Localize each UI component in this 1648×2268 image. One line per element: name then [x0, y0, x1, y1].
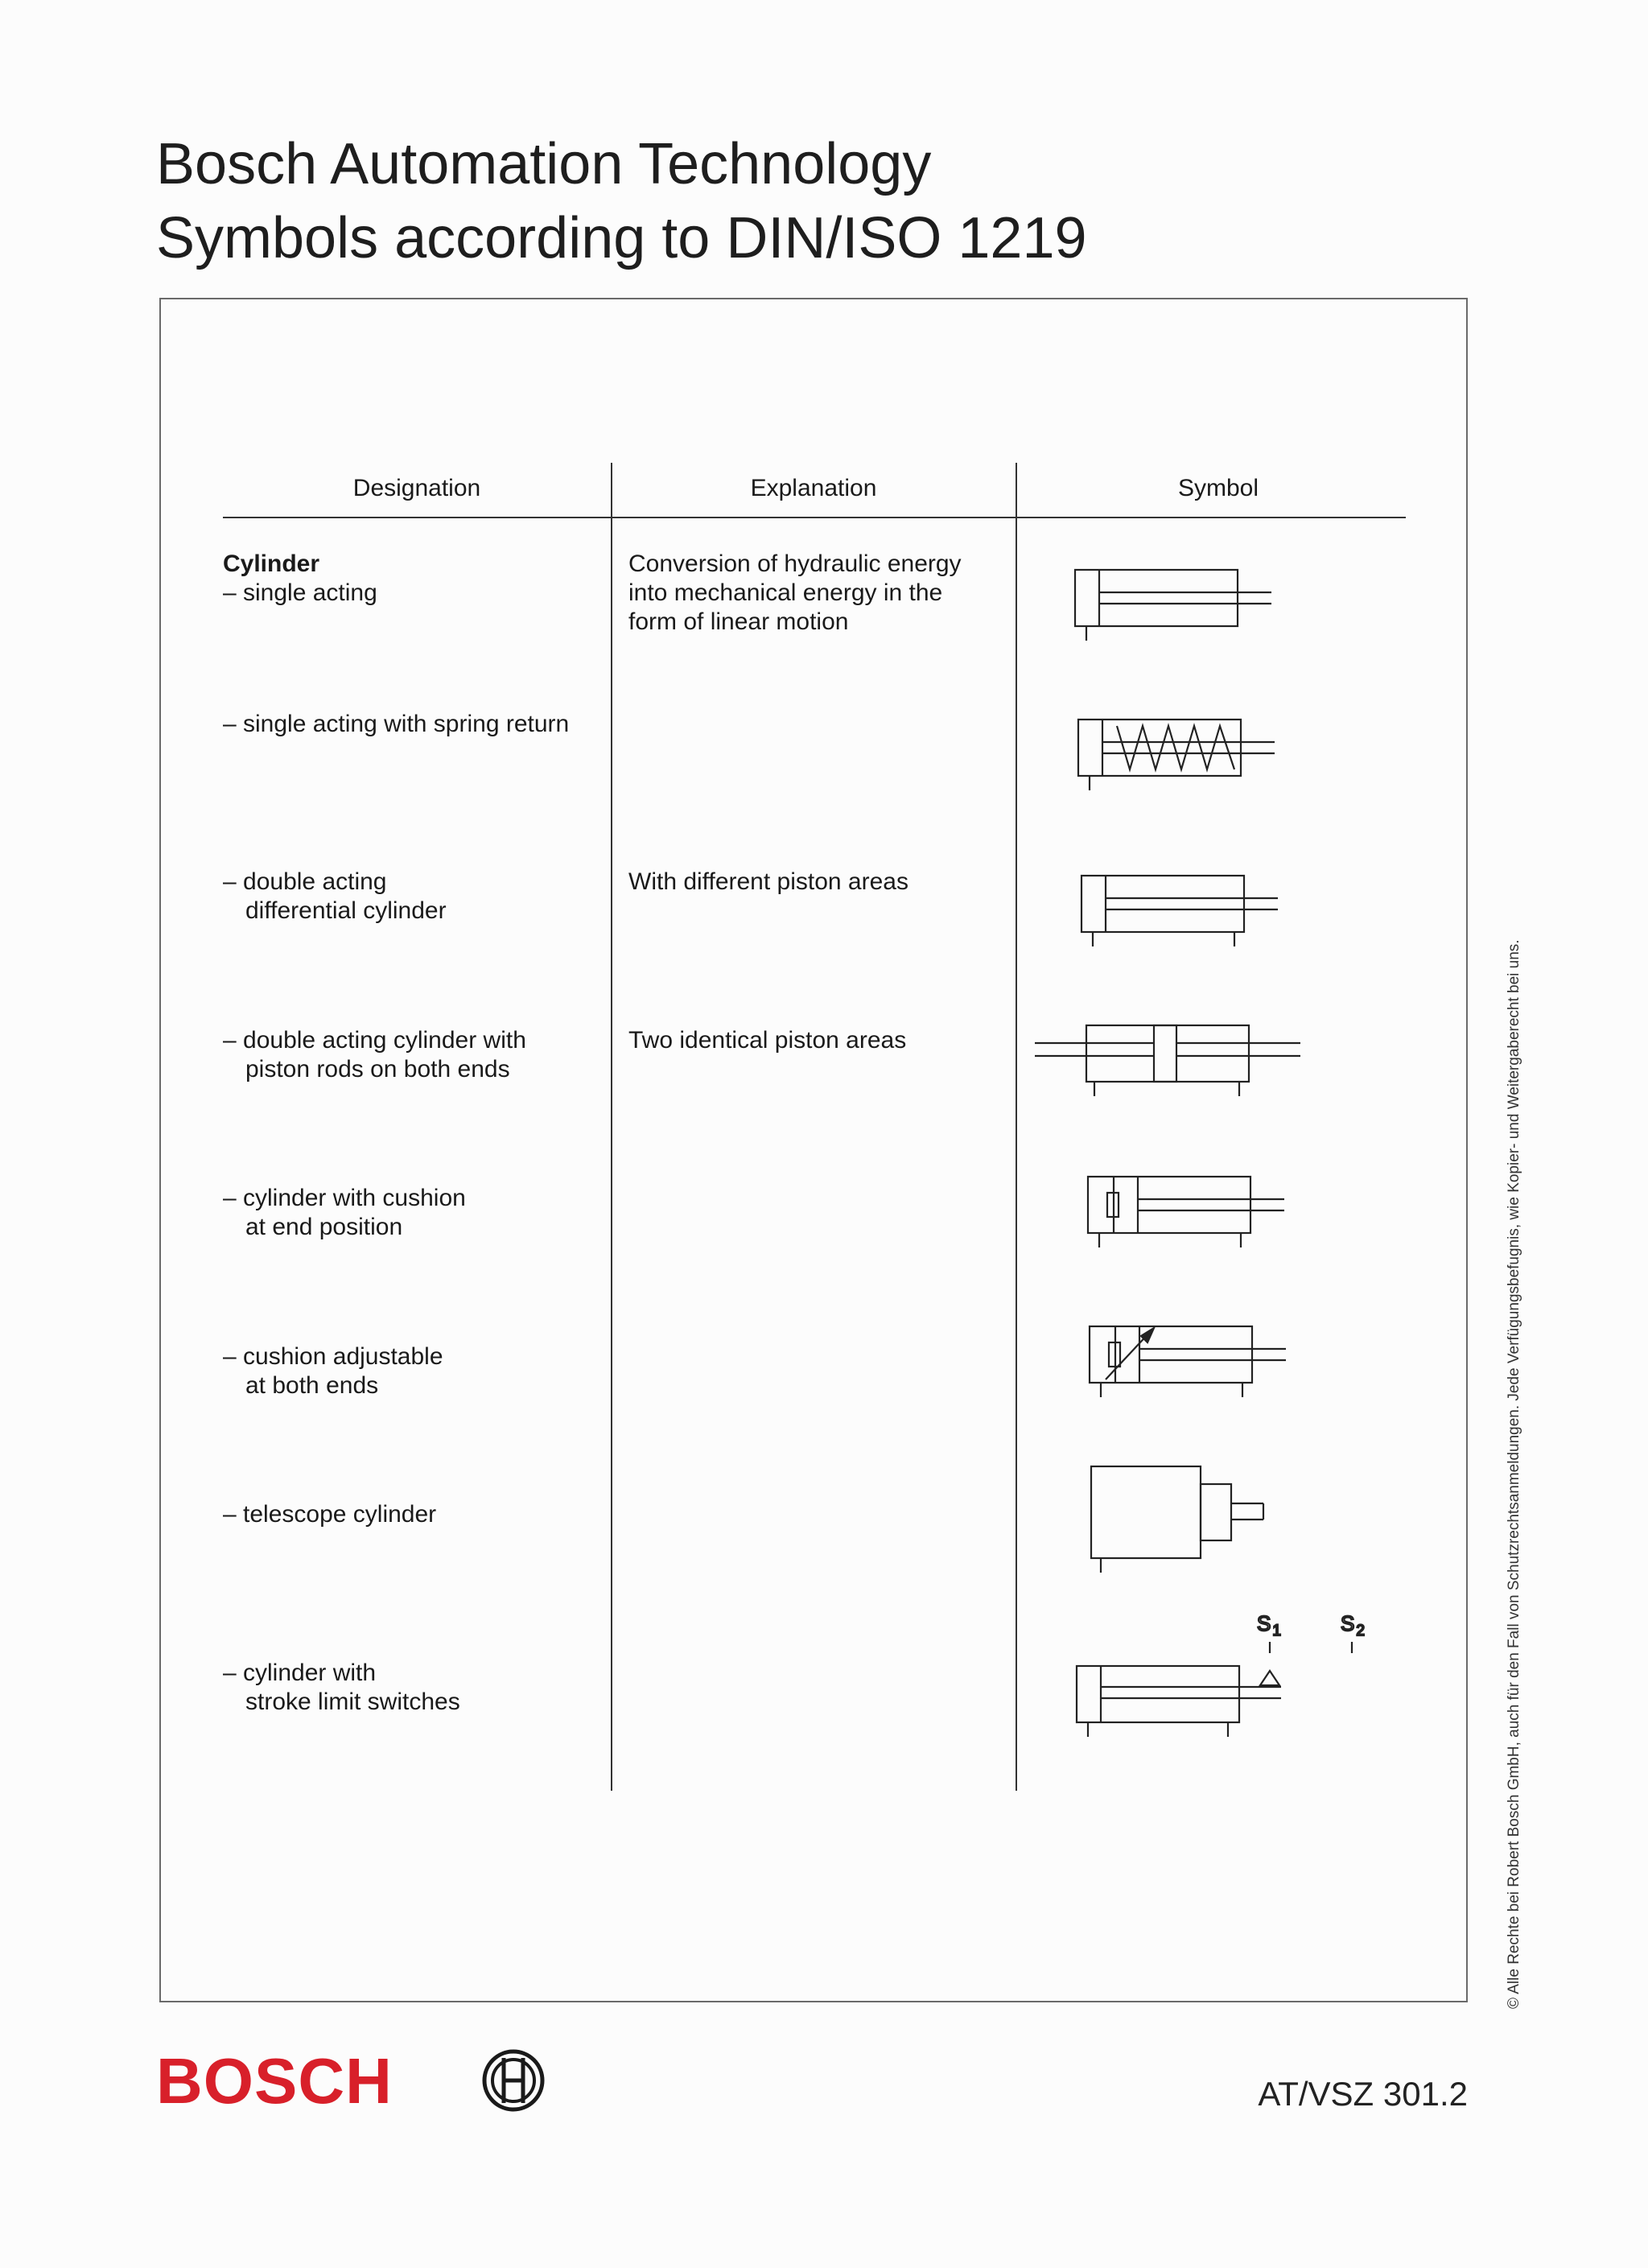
- explanation-line: into mechanical energy in the: [628, 579, 943, 606]
- designation-line: differential cylinder: [245, 897, 447, 924]
- limit-switch-cylinder-icon: [1070, 1606, 1392, 1743]
- explanation-line: With different piston areas: [628, 868, 908, 895]
- designation-adjustable-cushion: [223, 1342, 443, 1400]
- designation-line: – single acting with spring return: [223, 711, 570, 737]
- switch-label-s2-sub: 2: [1356, 1623, 1365, 1639]
- page-title: [156, 127, 1087, 275]
- designation-double-rod: [223, 1026, 526, 1084]
- document-number: AT/VSZ 301.2: [1258, 2075, 1468, 2113]
- explanation-double-rod: [628, 1026, 906, 1055]
- switch-label-s1-sub: 1: [1272, 1623, 1281, 1639]
- title-line-1: Bosch Automation Technology: [156, 132, 932, 196]
- designation-line: – cylinder with cushion: [223, 1185, 466, 1211]
- differential-cylinder-icon: [1077, 869, 1294, 958]
- explanation-line: Two identical piston areas: [628, 1027, 907, 1054]
- designation-cushion: [223, 1184, 466, 1242]
- designation-differential: [223, 868, 447, 926]
- explanation-single-acting: [628, 550, 962, 637]
- double-rod-cylinder-icon: [1033, 1021, 1307, 1109]
- designation-line: – double acting cylinder with: [223, 1027, 526, 1054]
- designation-limit-switch: [223, 1659, 460, 1717]
- cushion-cylinder-icon: [1083, 1170, 1300, 1259]
- header-rule: [223, 517, 1406, 518]
- column-divider-2: [1016, 463, 1017, 1791]
- designation-spring-return: [223, 710, 569, 739]
- bosch-armature-logo-icon: [481, 2048, 546, 2113]
- svg-text:S2: [1341, 1611, 1365, 1639]
- header-symbol: Symbol: [1177, 475, 1259, 501]
- telescope-cylinder-icon: [1086, 1462, 1279, 1574]
- designation-line: – double acting: [223, 868, 387, 895]
- designation-line: – telescope cylinder: [223, 1501, 437, 1528]
- explanation-line: form of linear motion: [628, 608, 849, 635]
- designation-line: at end position: [245, 1214, 403, 1240]
- designation-line: – cushion adjustable: [223, 1343, 443, 1370]
- single-acting-cylinder-icon: [1070, 563, 1279, 652]
- designation-telescope: [223, 1500, 436, 1529]
- explanation-line: Conversion of hydraulic energy: [628, 551, 962, 577]
- title-line-2: Symbols according to DIN/ISO 1219: [156, 206, 1087, 270]
- svg-text:S1: [1257, 1611, 1281, 1639]
- explanation-differential: [628, 868, 908, 897]
- copyright-note: © Alle Rechte bei Robert Bosch GmbH, auch für den Fall von Schutzrechtsanmeldungen. Jede Verfügungsbefugnis, wie Kopier- und Weitergaberecht bei uns.: [1506, 939, 1522, 2009]
- designation-line: at both ends: [245, 1372, 379, 1399]
- designation-line: piston rods on both ends: [245, 1056, 510, 1082]
- designation-line: – single acting: [223, 579, 377, 606]
- header-designation: Designation: [352, 475, 481, 501]
- designation-single-acting: [223, 550, 377, 608]
- adjustable-cushion-cylinder-icon: [1085, 1320, 1302, 1408]
- spring-return-cylinder-icon: [1073, 713, 1283, 802]
- switch-label-s1: S: [1257, 1611, 1271, 1635]
- bosch-wordmark: BOSCH: [156, 2045, 393, 2117]
- designation-line: stroke limit switches: [245, 1689, 460, 1715]
- header-explanation: Explanation: [750, 475, 877, 501]
- designation-line: – cylinder with: [223, 1660, 377, 1686]
- switch-label-s2: S: [1341, 1611, 1355, 1635]
- column-divider-1: [611, 463, 612, 1791]
- designation-heading: Cylinder: [223, 551, 320, 577]
